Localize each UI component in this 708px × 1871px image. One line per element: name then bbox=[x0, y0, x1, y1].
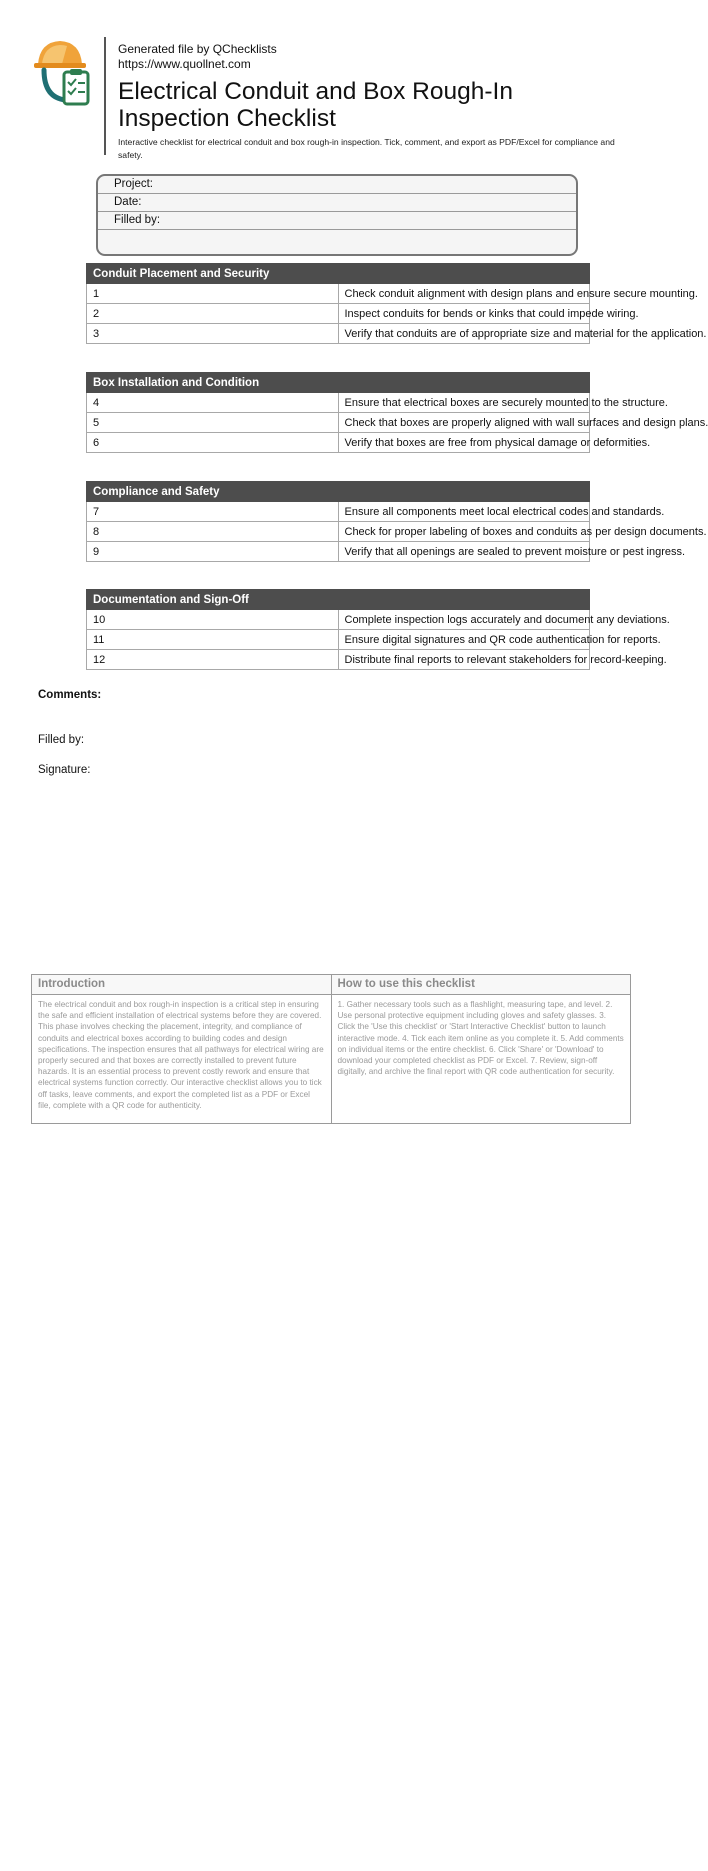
item-text: Complete inspection logs accurately and document any deviations. bbox=[338, 610, 590, 630]
checklist-section-conduit-placement bbox=[86, 263, 707, 344]
section-title: Compliance and Safety bbox=[87, 482, 590, 502]
filled-by-field[interactable]: Filled by: bbox=[98, 212, 576, 230]
page-title: Electrical Conduit and Box Rough-In Inspection Checklist bbox=[118, 78, 513, 132]
checklist-row[interactable] bbox=[87, 650, 590, 670]
signature-label: Signature: bbox=[38, 764, 91, 776]
checklist-row[interactable] bbox=[87, 324, 590, 344]
checklist-section-documentation bbox=[86, 589, 670, 670]
item-number: 3 bbox=[87, 324, 339, 344]
checklist-row[interactable] bbox=[87, 433, 590, 453]
item-number: 9 bbox=[87, 542, 339, 562]
item-number: 10 bbox=[87, 610, 339, 630]
section-title: Documentation and Sign-Off bbox=[87, 590, 590, 610]
item-text: Check conduit alignment with design plans and ensure secure mounting. bbox=[338, 284, 590, 304]
item-text: Verify that boxes are free from physical damage or deformities. bbox=[338, 433, 590, 453]
generated-by-text: Generated file by QChecklists bbox=[118, 42, 277, 56]
project-field[interactable]: Project: bbox=[98, 176, 576, 194]
introduction-column bbox=[32, 975, 331, 1123]
checklist-row[interactable] bbox=[87, 413, 590, 433]
page-description: Interactive checklist for electrical conduit and box rough-in inspection. Tick, comment, and export as PDF/Excel for compliance and safety. bbox=[118, 137, 615, 160]
checklist-row[interactable] bbox=[87, 630, 590, 650]
project-info-box bbox=[96, 174, 578, 256]
checklist-row[interactable] bbox=[87, 522, 590, 542]
how-to-column bbox=[331, 975, 631, 1123]
quollnet-logo-icon bbox=[32, 38, 104, 116]
item-text: Distribute final reports to relevant stakeholders for record-keeping. bbox=[338, 650, 590, 670]
introduction-text: The electrical conduit and box rough-in inspection is a critical step in ensuring the safe and efficient installation of electrical systems before they are covered. This phase involves checking the placement, integrity, and compliance of conduits and electrical boxes according to building codes and design specifications. The inspection ensures that all pathways for electrical wiring are properly secured and that boxes are correctly installed to prevent future hazards. It is an essential process to prevent costly rework and ensure that electrical systems function correctly. Our interactive checklist allows you to tick off tasks, leave comments, and export the completed list as a PDF or Excel file, complete with a QR code for authenticity. bbox=[38, 1000, 324, 1110]
checklist-row[interactable] bbox=[87, 284, 590, 304]
date-field[interactable]: Date: bbox=[98, 194, 576, 212]
how-to-heading: How to use this checklist bbox=[332, 975, 631, 995]
checklist-row[interactable] bbox=[87, 542, 590, 562]
website-link[interactable]: https://www.quollnet.com bbox=[118, 57, 251, 71]
item-number: 1 bbox=[87, 284, 339, 304]
item-text: Ensure digital signatures and QR code authentication for reports. bbox=[338, 630, 590, 650]
item-text: Check for proper labeling of boxes and conduits as per design documents. bbox=[338, 522, 590, 542]
item-number: 11 bbox=[87, 630, 339, 650]
checklist-row[interactable] bbox=[87, 304, 590, 324]
item-text: Ensure all components meet local electrical codes and standards. bbox=[338, 502, 590, 522]
item-text: Verify that all openings are sealed to prevent moisture or pest ingress. bbox=[338, 542, 590, 562]
item-text: Check that boxes are properly aligned with wall surfaces and design plans. bbox=[338, 413, 590, 433]
how-to-text: 1. Gather necessary tools such as a flashlight, measuring tape, and level. 2. Use personal protective equipment including gloves and safety glasses. 3. Click the 'Use this checklist' or 'Start Interactive Checklist' button to launch interactive mode. 4. Tick each item online as you complete it. 5. Add comments on individual items or the entire checklist. 6. Click 'Share' or 'Download' to download your completed checklist as PDF or Excel. 7. Review, sign-off digitally, and archive the final report with QR code authentication for security. bbox=[337, 1000, 624, 1077]
checklist-section-compliance bbox=[86, 481, 707, 562]
item-text: Verify that conduits are of appropriate size and material for the application. bbox=[338, 324, 590, 344]
filled-by-label: Filled by: bbox=[38, 734, 85, 746]
header bbox=[118, 42, 628, 162]
item-number: 8 bbox=[87, 522, 339, 542]
item-number: 5 bbox=[87, 413, 339, 433]
item-number: 12 bbox=[87, 650, 339, 670]
checklist-section-box-installation bbox=[86, 372, 708, 453]
item-number: 2 bbox=[87, 304, 339, 324]
introduction-heading: Introduction bbox=[32, 975, 331, 995]
item-number: 7 bbox=[87, 502, 339, 522]
comments-label: Comments: bbox=[38, 689, 102, 701]
item-text: Ensure that electrical boxes are securely mounted to the structure. bbox=[338, 393, 590, 413]
checklist-row[interactable] bbox=[87, 502, 590, 522]
info-table bbox=[31, 974, 631, 1124]
header-divider bbox=[104, 37, 106, 155]
item-number: 4 bbox=[87, 393, 339, 413]
section-title: Conduit Placement and Security bbox=[87, 264, 590, 284]
checklist-row[interactable] bbox=[87, 393, 590, 413]
item-number: 6 bbox=[87, 433, 339, 453]
checklist-row[interactable] bbox=[87, 610, 590, 630]
item-text: Inspect conduits for bends or kinks that could impede wiring. bbox=[338, 304, 590, 324]
section-title: Box Installation and Condition bbox=[87, 373, 590, 393]
